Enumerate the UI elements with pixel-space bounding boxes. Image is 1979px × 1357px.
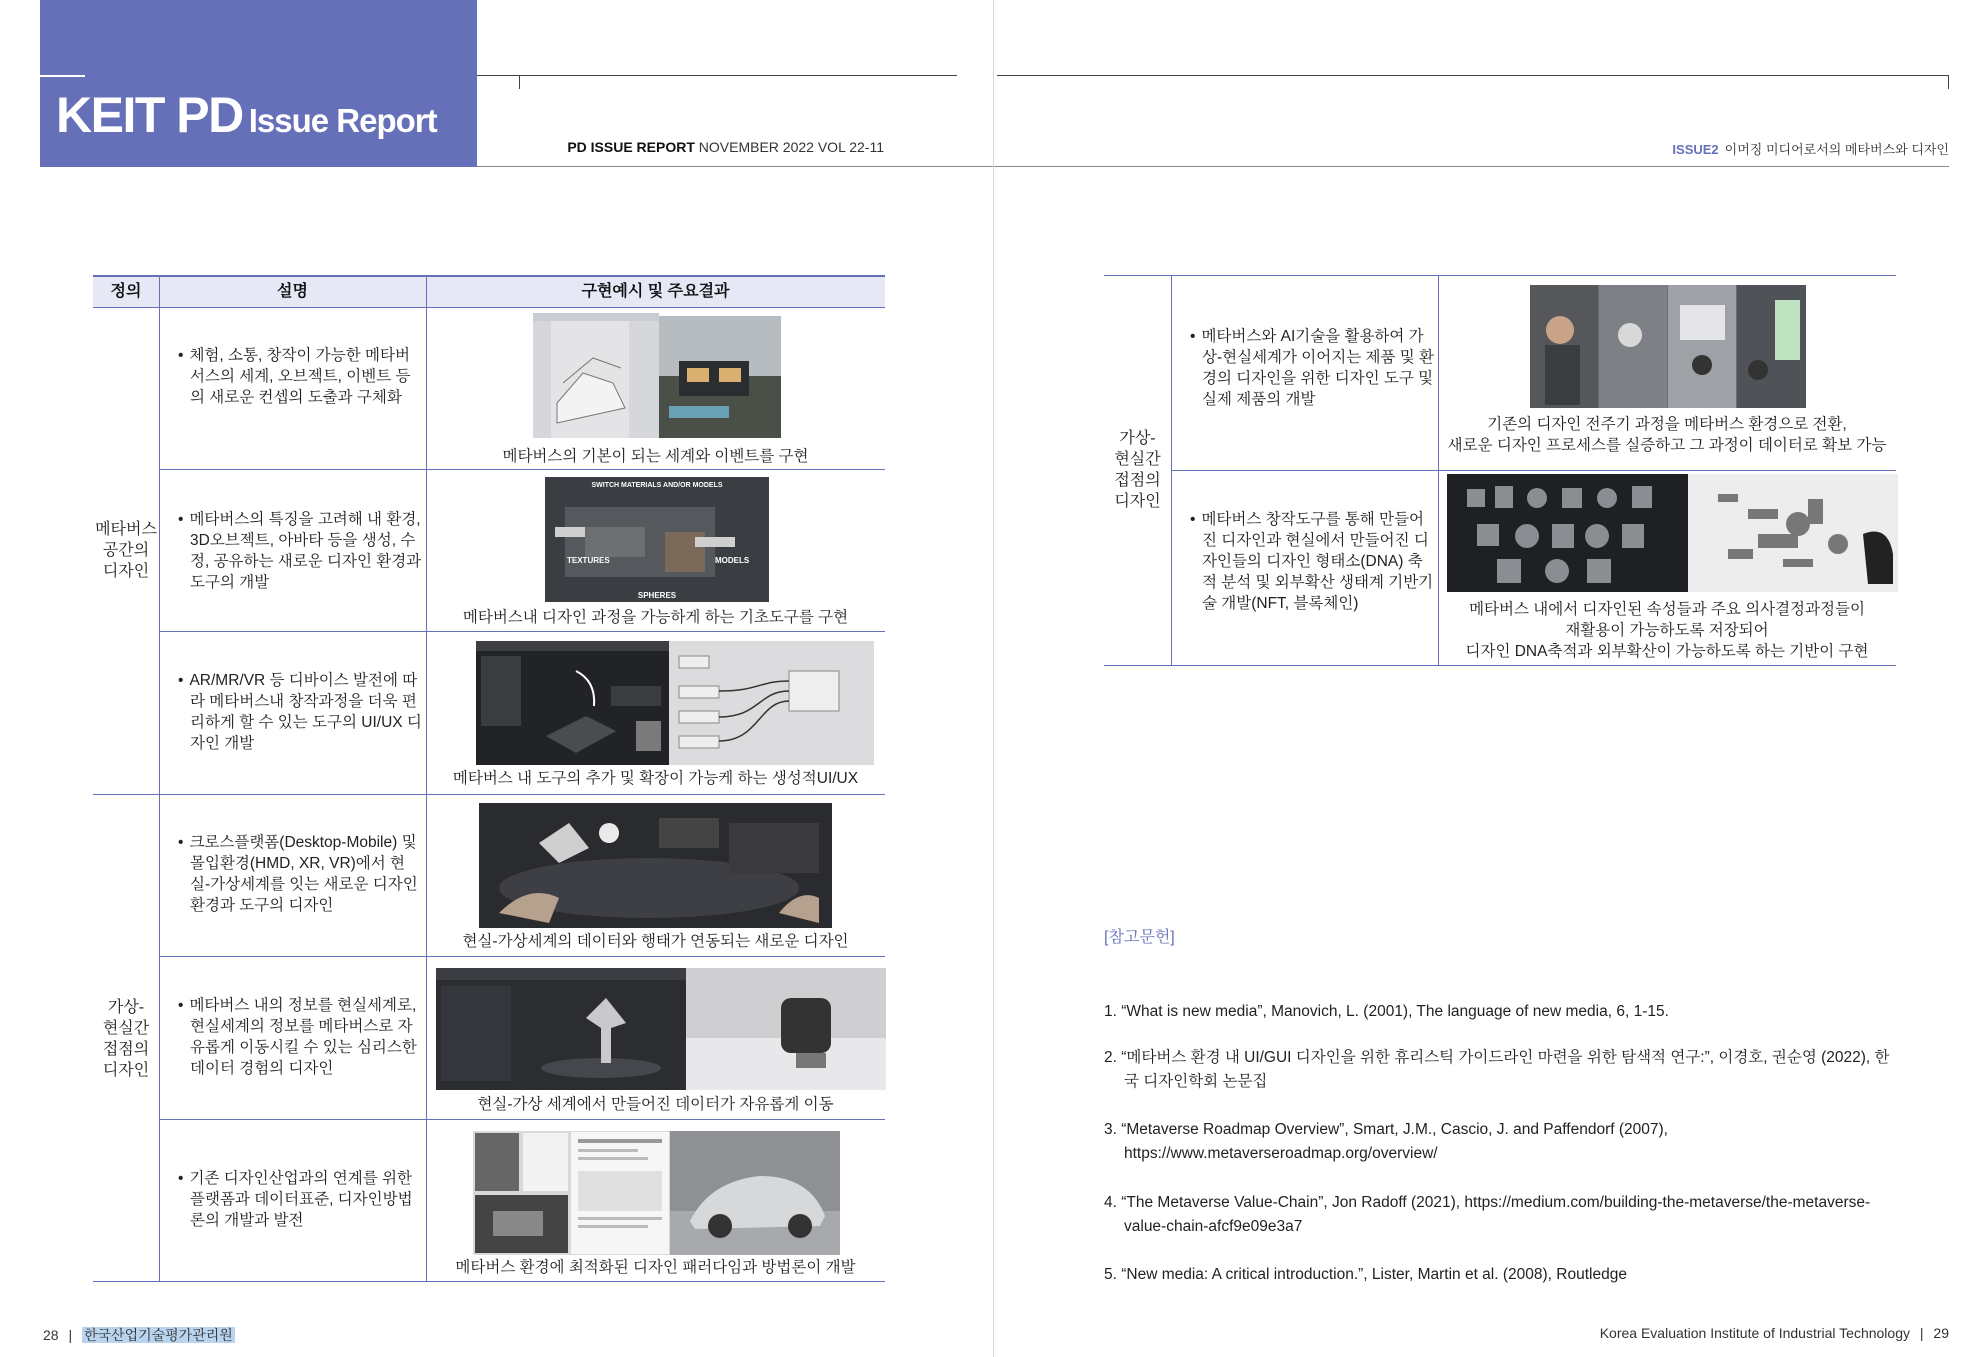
table-divider (159, 276, 160, 1282)
category-space-design (93, 519, 159, 582)
row-caption: 메타버스내 디자인 과정을 가능하게 하는 기초도구를 구현 (462, 609, 849, 626)
row-image-material-tool (545, 477, 769, 602)
reference-item: 2. “메타버스 환경 내 UI/GUI 디자인을 위한 휴리스틱 가이드라인 마련을 위한 탐색적 연구:”, 이경호, 권순영 (2022), 한국 디자인학회 논문집 (1104, 1049, 1890, 1090)
page-spine (993, 0, 994, 1357)
image-label-spheres: SPHERES (637, 591, 677, 600)
column-header-examples: 구현예시 및 주요결과 (581, 283, 730, 300)
row-description: • 메타버스의 특징을 고려해 내 환경, 3D오브젝트, 아바타 등을 생성, 수정, 공유하는 새로운 디자인 환경과 도구의 개발 (172, 509, 422, 593)
row-image-node-graph (669, 641, 874, 765)
header-bottom-rule (477, 166, 1949, 167)
header-issue-info (567, 139, 884, 155)
right-table-top-rule (1104, 275, 1896, 276)
row-description: • 메타버스 내의 정보를 현실세계로, 현실세계의 정보를 메타버스로 자유롭게 이동시킬 수 있는 심리스한 데이터 경험의 디자인 (172, 995, 422, 1079)
header-tick-right (1948, 75, 1949, 89)
row-caption: 메타버스 환경에 최적화된 디자인 패러다임과 방법론이 개발 (455, 1259, 856, 1276)
page-number-left: 28 (43, 1327, 59, 1343)
right-row-caption-line: 기존의 디자인 전주기 과정을 메타버스 환경으로 전환, (1487, 416, 1847, 433)
row-image-concept-car (670, 1131, 840, 1255)
row-divider (159, 956, 885, 957)
right-image-avatar-sequence (1530, 285, 1806, 408)
row-image-catalog-pages (473, 1131, 570, 1255)
row-description: • 기존 디자인산업과의 연계를 위한 플랫폼과 데이터표준, 디자인방법론의 개발과 발전 (172, 1168, 422, 1231)
footer-org-english: Korea Evaluation Institute of Industrial Technology (1599, 1325, 1910, 1341)
category-line: 공간의 (102, 542, 150, 559)
row-image-physical-object (686, 968, 886, 1090)
right-table-bottom-rule (1104, 665, 1896, 666)
category-line: 디자인 (102, 1062, 150, 1079)
image-label-switch: SWITCH MATERIALS AND/OR MODELS (591, 482, 723, 489)
row-image-data-app (436, 968, 686, 1090)
row-description: • 크로스플랫폼(Desktop-Mobile) 및 몰입환경(HMD, XR, VR)에서 현실-가상세계를 잇는 새로운 디자인환경과 도구의 디자인 (172, 832, 422, 916)
right-category (1104, 428, 1171, 512)
row-divider (159, 469, 885, 470)
category-line: 접점의 (1114, 472, 1161, 489)
header-section-title: 이머징 미디어로서의 메타버스와 디자인 (1724, 142, 1949, 157)
header-rule-left (477, 75, 957, 76)
logo-sub: Issue Report (248, 102, 437, 139)
category-line: 현실간 (102, 1020, 150, 1037)
right-row-divider (1171, 470, 1896, 471)
header-banner (40, 0, 477, 167)
reference-item: 1. “What is new media”, Manovich, L. (2001), The language of new media, 6, 1-15. (1104, 1003, 1669, 1020)
page-number-right: 29 (1933, 1325, 1949, 1341)
row-image-spec-document (570, 1131, 670, 1255)
row-description: • AR/MR/VR 등 디바이스 발전에 따라 메타버스내 창작과정을 더욱 편리하게 할 수 있는 도구의 UI/UX 디자인 개발 (172, 670, 422, 754)
right-image-exploded-parts (1688, 474, 1898, 592)
footer-separator: | (1919, 1325, 1924, 1341)
row-image-rendered-villa (659, 316, 781, 438)
header-section-tag: ISSUE2 (1672, 142, 1719, 157)
footer-separator: | (68, 1327, 73, 1343)
row-description: • 체험, 소통, 창작이 가능한 메타버서스의 세계, 오브젝트, 이벤트 등의 새로운 컨셉의 도출과 구체화 (172, 345, 422, 408)
row-image-vr-editor (476, 641, 669, 765)
category-line: 디자인 (102, 563, 150, 580)
category-line: 디자인 (1114, 493, 1161, 510)
category-bridge-design (93, 997, 159, 1081)
header-issue-date: NOVEMBER 2022 VOL 22-11 (698, 139, 884, 155)
footer-left (43, 1325, 235, 1345)
category-line: 가상- (1119, 430, 1156, 447)
right-row-caption-line: 메타버스 내에서 디자인된 속성들과 주요 의사결정과정들이 (1469, 601, 1865, 618)
header-tick-left (519, 75, 520, 89)
category-line: 가상- (107, 999, 145, 1016)
row-caption: 메타버스의 기본이 되는 세계와 이벤트를 구현 (502, 448, 809, 465)
table-bottom-rule (93, 1281, 885, 1282)
banner-rule (40, 75, 85, 77)
right-row-caption-line: 새로운 디자인 프로세스를 실증하고 그 과정이 데이터로 확보 가능 (1447, 437, 1887, 454)
row-divider (159, 631, 885, 632)
header-section-info (1672, 139, 1949, 158)
category-line: 메타버스 (95, 521, 157, 538)
reference-item: 3. “Metaverse Roadmap Overview”, Smart, J.M., Cascio, J. and Paffendorf (2007), https://www.metaverseroadmap.org/overview/ (1104, 1121, 1668, 1162)
right-row-description: • 메타버스와 AI기술을 활용하여 가상-현실세계가 이어지는 제품 및 환경의 디자인을 위한 디자인 도구 및 실제 제품의 개발 (1184, 326, 1434, 410)
row-caption: 현실-가상 세계에서 만들어진 데이터가 자유롭게 이동 (477, 1096, 834, 1113)
image-label-textures: TEXTURES (567, 556, 610, 565)
column-header-description: 설명 (277, 283, 308, 300)
report-logo (56, 86, 437, 144)
right-image-object-library (1447, 474, 1688, 592)
logo-main: KEIT PD (56, 87, 243, 143)
header-rule-right (997, 75, 1949, 76)
category-line: 접점의 (102, 1041, 150, 1058)
category-line: 현실간 (1114, 451, 1161, 468)
footer-right (1600, 1325, 1949, 1341)
image-label-models: MODELS (715, 556, 750, 565)
column-header-definition: 정의 (110, 283, 142, 300)
row-divider (159, 1119, 885, 1120)
row-caption: 현실-가상세계의 데이터와 행태가 연동되는 새로운 디자인 (462, 933, 849, 950)
header-issue-label: PD ISSUE REPORT (567, 139, 695, 155)
row-caption: 메타버스 내 도구의 추가 및 확장이 가능케 하는 생성적UI/UX (452, 770, 859, 787)
references-heading: [참고문헌] (1104, 929, 1175, 946)
footer-org-korean: 한국산업기술평가관리원 (84, 1327, 233, 1343)
right-row-caption-line: 디자인 DNA축적과 외부확산이 가능하도록 하는 기반이 구현 (1465, 643, 1869, 660)
row-image-mixed-reality (479, 803, 832, 928)
right-row-caption-line: 재활용이 가능하도록 저장되어 (1565, 622, 1769, 639)
reference-item: 5. “New media: A critical introduction.”, Lister, Martin et al. (2008), Routledge (1104, 1266, 1627, 1283)
group-divider (93, 794, 885, 795)
reference-item: 4. “The Metaverse Value-Chain”, Jon Radoff (2021), https://medium.com/building-the-metaverse/the-metaverse-value-chain-afcf9e09e3a7 (1104, 1194, 1871, 1235)
row-image-software-screenshot (533, 313, 659, 438)
right-row-description: • 메타버스 창작도구를 통해 만들어진 디자인과 현실에서 만들어진 디자인들의 디자인 형태소(DNA) 축적 분석 및 외부확산 생태계 기반기술 개발(NFT, 블록체인) (1184, 509, 1434, 614)
